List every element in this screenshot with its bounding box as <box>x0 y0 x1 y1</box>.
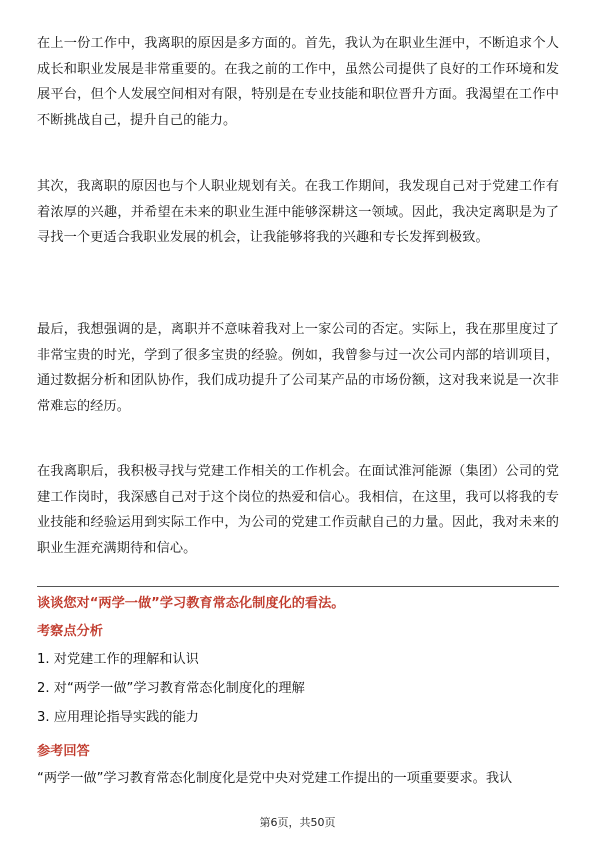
body-paragraph: 最后，我想强调的是，离职并不意味着我对上一家公司的否定。实际上，我在那里度过了非常宝贵的时光，学到了很多宝贵的经验。例如，我曾参与过一次公司内部的培训项目，通过数据分析和团队协作，我们成功提升了公司某产品的市场份额，这对我来说是一次非常难忘的经历。 <box>37 322 559 414</box>
body-paragraph: 在上一份工作中，我离职的原因是多方面的。首先，我认为在职业生涯中，不断追求个人成长和职业发展是非常重要的。在我之前的工作中，虽然公司提供了良好的工作环境和发展平台，但个人发展空间相对有限，特别是在专业技能和职位晋升方面。我渴望在工作中不断挑战自己，提升自己的能力。 <box>37 36 559 128</box>
question-heading: 谈谈您对“两学一做”学习教育常态化制度化的看法。 <box>37 596 345 611</box>
answer-label: 参考回答 <box>37 744 90 759</box>
analysis-label: 考察点分析 <box>37 624 103 639</box>
page-footer: 第6页，共50页 <box>259 816 336 829</box>
body-paragraph: 其次，我离职的原因也与个人职业规划有关。在我工作期间，我发现自己对于党建工作有着浓厚的兴趣，并希望在未来的职业生涯中能够深耕这一领域。因此，我决定离职是为了寻找一个更适合我职业发展的机会，让我能够将我的兴趣和专长发挥到极致。 <box>37 179 559 245</box>
section-divider <box>37 586 559 587</box>
answer-text: “两学一做”学习教育常态化制度化是党中央对党建工作提出的一项重要要求。我认 <box>37 771 513 786</box>
analysis-point: 1. 对党建工作的理解和认识 <box>37 652 199 667</box>
analysis-point: 2. 对“两学一做”学习教育常态化制度化的理解 <box>37 681 305 696</box>
analysis-point: 3. 应用理论指导实践的能力 <box>37 710 199 725</box>
body-paragraph: 在我离职后，我积极寻找与党建工作相关的工作机会。在面试淮河能源（集团）公司的党建工作岗时，我深感自己对于这个岗位的热爱和信心。我相信，在这里，我可以将我的专业技能和经验运用到实际工作中，为公司的党建工作贡献自己的力量。因此，我对未来的职业生涯充满期待和信心。 <box>37 464 559 556</box>
